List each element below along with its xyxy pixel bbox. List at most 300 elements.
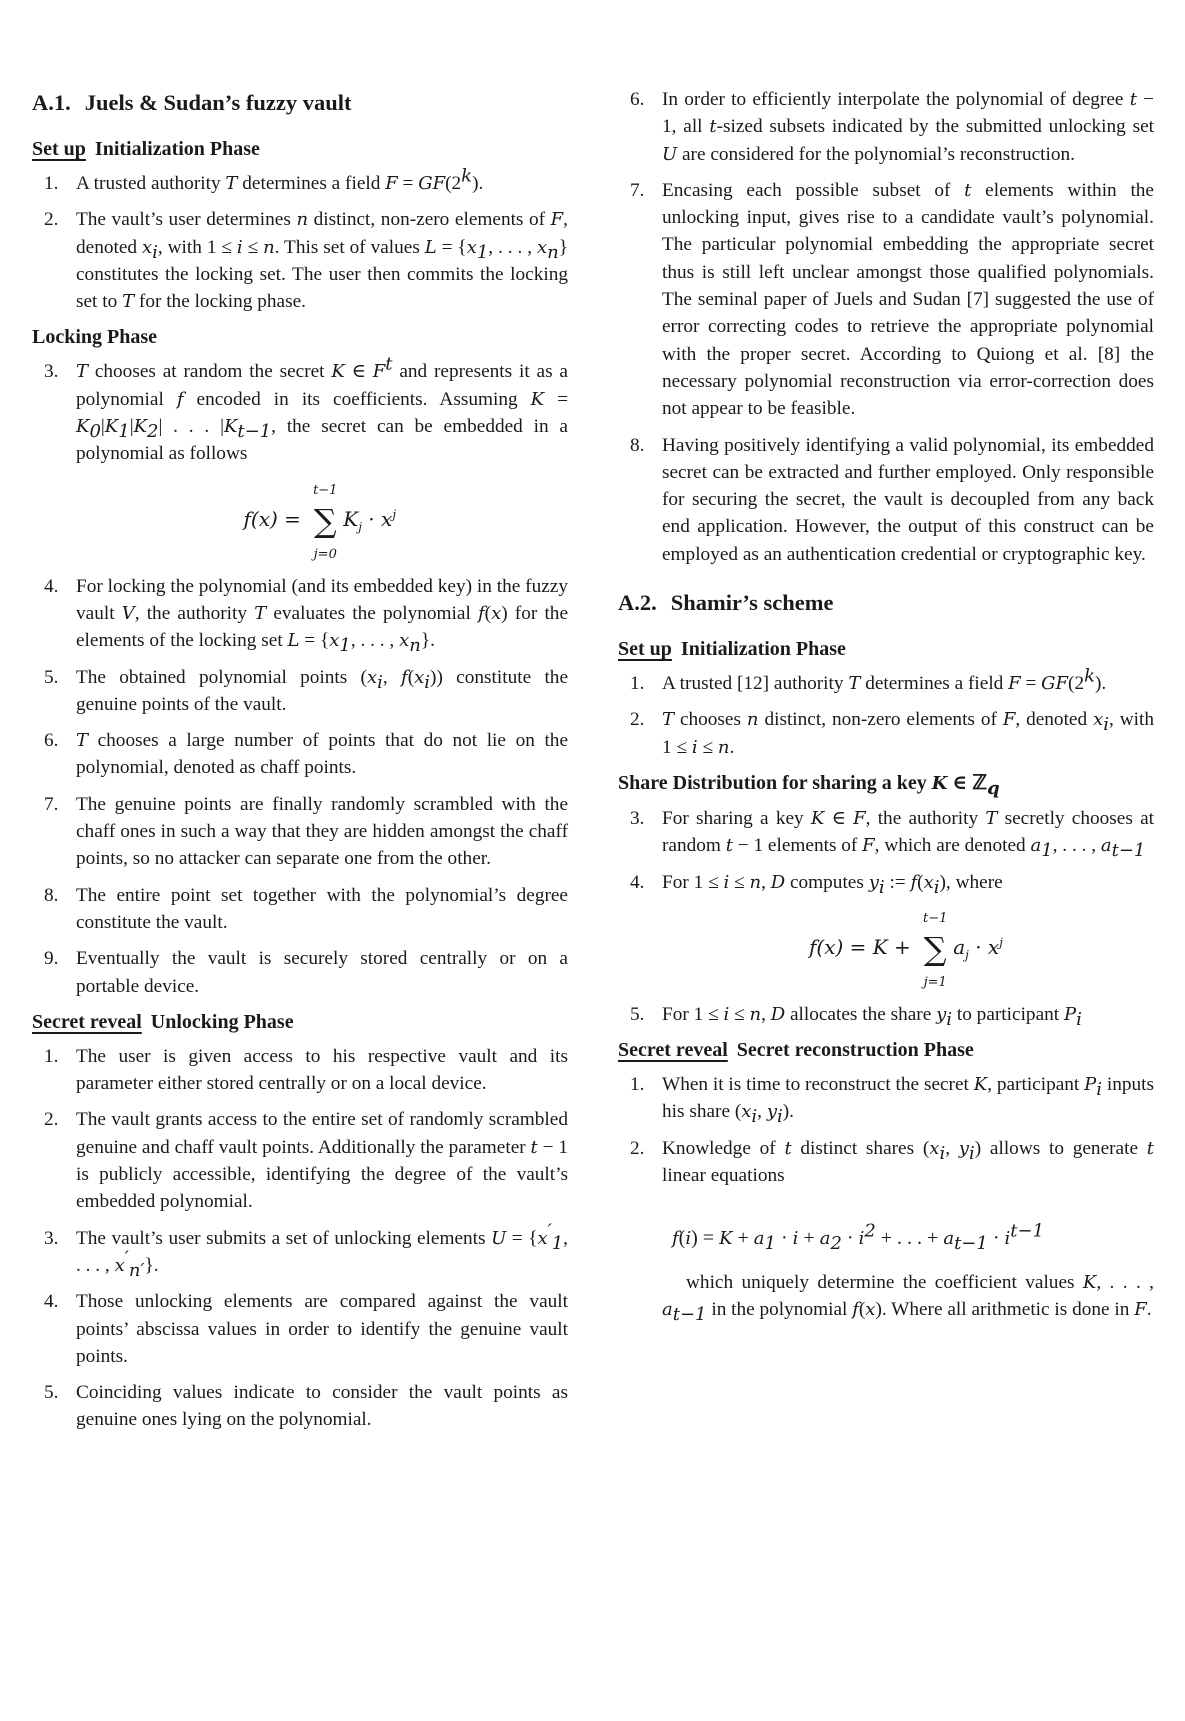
- phase-heading-locking: [32, 324, 568, 350]
- text-run: The entire point set together with the polynomial’s degree constitute the vault.: [76, 884, 568, 933]
- phase-tag: Secret reveal: [618, 1039, 728, 1062]
- math-symbol: x: [329, 630, 340, 652]
- math-symbol: x: [537, 236, 548, 258]
- item-number: 5.: [44, 666, 59, 688]
- item-number: 3.: [630, 807, 645, 829]
- math-subscript: n: [547, 241, 559, 263]
- text-run: ·: [987, 1227, 1005, 1250]
- item-number: 1.: [630, 1074, 645, 1096]
- math-subscript: n′: [128, 1259, 145, 1281]
- math-symbol: a: [943, 1228, 955, 1250]
- math-symbol: i: [685, 1228, 692, 1250]
- text-run: Share Distribution for sharing a key: [618, 771, 932, 794]
- text-run: are considered for the polynomial’s reconstruction.: [677, 143, 1075, 165]
- text-run: ) for the elements of the locking set: [76, 602, 568, 652]
- text-run: , the secret can be embedded in a polynomial as follows: [76, 416, 568, 465]
- math-symbol: i: [858, 1228, 865, 1250]
- math-symbol: t: [725, 835, 733, 857]
- left-column: [32, 88, 568, 1443]
- list-item: [32, 945, 568, 1000]
- item-number: 4.: [630, 871, 645, 893]
- text-run: For 1 ≤: [662, 871, 724, 893]
- text-run: evaluates the polynomial: [266, 602, 478, 624]
- math-symbol: f: [176, 388, 184, 410]
- math-symbol: K: [973, 1074, 988, 1096]
- math-subscript: i: [946, 1008, 953, 1030]
- text-run: ,: [761, 871, 771, 893]
- section-title: Shamir’s scheme: [670, 590, 834, 616]
- text-run: |: [100, 416, 105, 438]
- math-symbol: K: [331, 361, 345, 383]
- text-run: The obtained polynomial points (: [76, 666, 367, 688]
- math-symbol: x: [414, 666, 425, 688]
- math-subscript: i: [1076, 1008, 1082, 1030]
- item-number: 1.: [44, 1045, 59, 1067]
- math-subscript: i: [1096, 1078, 1103, 1100]
- item-number: 7.: [630, 179, 645, 201]
- math-subscript: 1: [339, 635, 351, 657]
- math-symbol: a: [753, 1228, 765, 1250]
- text-run: :=: [884, 871, 911, 893]
- text-run: elements within the unlocking input, gives rise to a candidate vault’s polynomial. The particular polynomial embedding the appropriate secret thus is still left unclear amongst those qualified polynomials. The seminal paper of Juels and Sudan [7] suggested the use of error correcting codes to retrieve the appropriate polynomial with the proper secret. According to Quiong et al. [8] the necessary polynomial reconstruction via error-correction does not appear to be feasible.: [662, 179, 1154, 420]
- item-number: 6.: [44, 730, 59, 752]
- math-superscript: t: [385, 354, 393, 376]
- math-symbol: F: [550, 209, 564, 231]
- text-run: allocates the share: [785, 1003, 937, 1025]
- text-run: When it is time to reconstruct the secret: [662, 1074, 974, 1096]
- phase-heading-initialization: [618, 636, 1154, 662]
- text-run: ≤: [697, 736, 718, 758]
- math-subscript: 1: [118, 420, 130, 442]
- text-run: chooses at random the secret: [88, 361, 332, 383]
- share-steps-a: [618, 805, 1154, 896]
- text-run: }.: [144, 1254, 159, 1276]
- text-run: encoded in its coefficients. Assuming: [183, 388, 531, 410]
- math-symbol: F: [1002, 709, 1016, 731]
- list-item: [618, 805, 1154, 860]
- text-run: ∈: [344, 361, 373, 383]
- math-symbol: f: [401, 666, 408, 688]
- math-symbol: U: [491, 1227, 507, 1249]
- list-item: [618, 1071, 1154, 1126]
- equation-body: [809, 910, 1003, 990]
- text-run: distinct, non-zero elements of: [758, 709, 1003, 731]
- text-run: ∈: [824, 807, 854, 829]
- text-run: , the authority: [134, 602, 255, 624]
- math-subscript: i: [939, 1142, 946, 1164]
- list-item: [32, 1220, 568, 1281]
- math-superscript: k: [1084, 665, 1096, 687]
- text-run: =: [397, 173, 419, 194]
- math-subscript: 1: [476, 241, 489, 263]
- text-run: ∈ ℤ: [947, 771, 988, 794]
- text-run: For 1 ≤: [662, 1003, 724, 1025]
- math-subscript: i: [424, 671, 431, 693]
- math-symbol: i: [792, 1228, 799, 1250]
- text-run: secretly chooses at random: [662, 807, 1155, 857]
- item-number: 8.: [630, 434, 645, 456]
- list-item: [618, 432, 1154, 568]
- math-superscript: k: [461, 165, 473, 187]
- text-run: The vault grants access to the entire set of randomly scrambled genuine and chaff vault points. Additionally the parameter: [76, 1109, 568, 1158]
- locking-steps-a: [32, 354, 569, 467]
- text-run: For sharing a key: [662, 807, 811, 829]
- math-symbol: t: [1129, 89, 1137, 110]
- text-run: , . . . ,: [76, 1227, 568, 1276]
- item-number: 2.: [630, 1137, 645, 1159]
- text-run: for the locking phase.: [134, 291, 306, 313]
- math-subscript: i: [1103, 714, 1109, 736]
- math-subscript: i: [776, 1106, 783, 1128]
- math-subscript: i: [751, 1106, 758, 1128]
- text-run: ≤: [729, 871, 750, 893]
- text-run: to participant: [952, 1003, 1064, 1025]
- phase-heading-share-distribution: [618, 770, 1154, 797]
- math-symbol: T: [662, 709, 675, 731]
- text-run: , . . . ,: [1096, 1271, 1154, 1293]
- sum-upper-limit: t−1: [922, 910, 948, 926]
- list-item: [618, 706, 1154, 761]
- share-steps-b: [618, 1001, 1154, 1028]
- math-symbol: GF: [418, 173, 446, 194]
- sum-upper-limit: t−1: [313, 482, 338, 498]
- text-run: }.: [420, 630, 435, 652]
- math-subscript: i: [152, 241, 158, 263]
- item-number: 7.: [44, 793, 59, 815]
- text-run: (: [858, 1298, 866, 1320]
- text-run: ). Where all arithmetic is done in: [875, 1298, 1135, 1320]
- list-item: [618, 869, 1154, 896]
- text-run: distinct shares (: [791, 1137, 930, 1159]
- shamir-initialization-steps: [618, 665, 1155, 761]
- math-superscript: 2: [864, 1220, 876, 1242]
- item-number: 8.: [44, 884, 59, 906]
- math-symbol: x: [366, 666, 378, 688]
- math-symbol: K: [1082, 1271, 1097, 1293]
- math-subscript: t−1: [954, 1233, 988, 1255]
- math-symbol: K: [810, 807, 825, 829]
- closing-paragraph: [618, 1269, 1154, 1324]
- math-symbol: n: [749, 871, 762, 893]
- math-subscript: i: [933, 876, 940, 898]
- equation-lhs: f(x) =: [243, 506, 308, 531]
- phase-tag: Set up: [618, 638, 672, 661]
- equation-body: [243, 482, 397, 562]
- math-symbol: i: [723, 871, 730, 893]
- list-item: [32, 1379, 568, 1434]
- text-run: )) constitute the genuine points of the vault.: [76, 666, 568, 715]
- text-run: |: [129, 416, 134, 438]
- phase-heading-unlocking: [32, 1009, 568, 1035]
- text-run: (: [678, 1227, 686, 1250]
- sigma-symbol: ∑: [923, 929, 947, 968]
- text-run: ,: [382, 666, 402, 688]
- locking-steps-b: [32, 573, 568, 1000]
- text-run: chooses a large number of points that do not lie on the polynomial, denoted as chaff points.: [76, 730, 568, 779]
- text-run: = {: [299, 630, 330, 652]
- text-run: ,: [757, 1101, 767, 1123]
- math-symbol: n: [717, 736, 730, 758]
- text-run: − 1 is publicly accessible, identifying the degree of the vault’s embedded polynomial.: [76, 1136, 568, 1213]
- math-symbol: n: [263, 236, 275, 258]
- math-symbol: i: [691, 736, 698, 758]
- section-title: Juels & Sudan’s fuzzy vault: [84, 90, 352, 115]
- math-subscript: 1: [551, 1232, 564, 1254]
- list-item: [32, 791, 568, 873]
- list-item: [32, 573, 568, 655]
- phase-tag: Set up: [32, 138, 86, 160]
- text-run: , with 1 ≤: [662, 709, 1155, 758]
- math-symbol: T: [122, 291, 135, 313]
- math-symbol: x: [1093, 709, 1104, 731]
- right-column: [618, 86, 1154, 1323]
- math-subscript: t−1: [672, 1303, 707, 1325]
- math-symbol: n: [746, 709, 759, 731]
- text-run: .: [1146, 1298, 1152, 1320]
- text-run: Knowledge of: [662, 1137, 785, 1159]
- math-symbol: f: [852, 1298, 859, 1320]
- list-item: [618, 177, 1154, 423]
- item-number: 5.: [44, 1382, 59, 1404]
- text-run: chooses: [674, 709, 747, 731]
- equation-lhs: f(x) = K +: [809, 934, 918, 959]
- text-run: The vault’s user submits a set of unlocking elements: [76, 1227, 492, 1249]
- math-symbol: a: [662, 1298, 673, 1320]
- math-symbol: K: [530, 388, 545, 410]
- math-symbol: GF: [1041, 673, 1069, 695]
- math-superscript: t−1: [1010, 1220, 1045, 1242]
- math-subscript: 2: [830, 1233, 842, 1255]
- text-run: ), where: [939, 871, 1003, 893]
- math-symbol: x: [399, 630, 410, 652]
- math-subscript: 1: [764, 1233, 776, 1255]
- text-run: A trusted [12] authority: [662, 673, 849, 695]
- text-run: (: [407, 666, 415, 688]
- math-symbol: f: [477, 602, 485, 624]
- math-superscript: ′: [124, 1247, 129, 1269]
- phase-tag: Secret reveal: [32, 1010, 142, 1033]
- item-number: 2.: [630, 709, 645, 731]
- text-run: determines a field: [237, 173, 386, 194]
- sum-lower-limit: j=1: [923, 974, 947, 990]
- list-item: [32, 1288, 568, 1370]
- math-symbol: y: [868, 871, 879, 893]
- math-symbol: L: [424, 236, 437, 258]
- text-run: distinct, non-zero elements of: [308, 209, 551, 231]
- math-symbol: K: [76, 416, 90, 438]
- list-item: [32, 664, 568, 719]
- text-run: Encasing each possible subset of: [662, 179, 965, 201]
- math-subscript: i: [968, 1142, 975, 1164]
- text-run: (2: [1068, 673, 1085, 695]
- math-subscript: i: [878, 876, 885, 898]
- text-run: } constitutes the locking set. The user then commits the locking set to: [76, 236, 569, 313]
- item-number: 2.: [44, 209, 59, 231]
- math-symbol: T: [76, 730, 89, 752]
- sum-lower-limit: j=0: [313, 546, 337, 562]
- text-run: The user is given access to his respective vault and its parameter either stored centrally or on a local device.: [76, 1045, 568, 1095]
- math-symbol: F: [1008, 673, 1021, 695]
- math-symbol: f: [672, 1228, 679, 1250]
- math-symbol: T: [254, 602, 267, 624]
- item-number: 6.: [630, 89, 645, 110]
- math-symbol: a: [1100, 835, 1112, 857]
- equation-linear: [618, 1220, 1154, 1255]
- text-run: ).: [472, 173, 484, 194]
- math-symbol: a: [1030, 835, 1042, 857]
- item-number: 1.: [630, 673, 645, 695]
- equation-term: $a_j \cdot x^j$: [953, 934, 1003, 962]
- math-symbol: x: [466, 236, 477, 258]
- math-symbol: i: [1004, 1228, 1011, 1250]
- text-run: , denoted: [1015, 709, 1094, 731]
- text-run: (2: [445, 173, 462, 194]
- text-run: which uniquely determine the coefficient values: [686, 1271, 1083, 1293]
- math-symbol: T: [848, 673, 861, 695]
- text-run: . This set of values: [274, 236, 425, 258]
- math-symbol: x: [865, 1298, 876, 1320]
- list-item: [32, 165, 568, 197]
- math-symbol: y: [766, 1101, 777, 1123]
- equation-term: $K_j \cdot x^j$: [343, 506, 397, 534]
- text-run: , . . . ,: [1052, 835, 1101, 857]
- math-subscript: q: [987, 777, 1000, 799]
- item-number: 4.: [44, 1291, 59, 1313]
- phase-heading-reconstruction: [618, 1037, 1154, 1063]
- math-symbol: F: [372, 361, 386, 383]
- text-run: In order to efficiently interpolate the polynomial of degree: [662, 89, 1130, 110]
- text-run: A trusted authority: [76, 173, 226, 194]
- text-run: , the authority: [865, 807, 986, 829]
- math-symbol: L: [287, 630, 300, 652]
- math-symbol: t: [709, 116, 717, 138]
- text-run: ,: [761, 1003, 771, 1025]
- text-run: =: [1020, 673, 1042, 695]
- text-run: − 1 elements of: [732, 835, 863, 857]
- text-run: = {: [436, 236, 467, 258]
- phase-title: Locking Phase: [32, 326, 158, 349]
- text-run: Coinciding values indicate to consider the vault points as genuine ones lying on the polynomial.: [76, 1382, 568, 1431]
- text-run: Having positively identifying a valid polynomial, its embedded secret can be extracted and further employed. Only responsible for securing the secret, the vault is decoupled from any back end application. However, the output of this construct can be employed as an authentication credential or cryptographic key.: [662, 434, 1154, 565]
- math-symbol: K: [931, 772, 948, 794]
- math-subscript: 2: [147, 420, 159, 442]
- math-symbol: P: [1084, 1074, 1097, 1096]
- unlocking-steps-continued: [618, 86, 1154, 568]
- phase-title: Initialization Phase: [94, 138, 260, 160]
- list-item: [618, 1001, 1154, 1028]
- text-run: -sized subsets indicated by the submitted unlocking set: [716, 116, 1155, 138]
- math-symbol: T: [76, 361, 89, 383]
- math-symbol: x: [923, 871, 934, 893]
- text-run: , denoted: [76, 209, 568, 258]
- item-number: 5.: [630, 1003, 645, 1025]
- math-symbol: x: [491, 602, 502, 624]
- equation-shamir-polynomial: [618, 905, 1154, 989]
- math-symbol: a: [819, 1228, 831, 1250]
- list-item: [32, 727, 568, 782]
- list-item: [32, 882, 568, 937]
- math-symbol: D: [770, 871, 786, 893]
- summation-icon: [307, 482, 343, 562]
- text-run: and represents it as a polynomial: [76, 361, 568, 410]
- list-item: [32, 206, 568, 315]
- text-run: The vault’s user determines: [76, 209, 297, 231]
- text-run: inputs his share (: [662, 1074, 1154, 1123]
- list-item: [32, 1043, 568, 1098]
- math-symbol: K: [133, 416, 148, 438]
- math-symbol: K: [223, 416, 238, 438]
- item-number: 1.: [44, 173, 59, 194]
- item-number: 4.: [44, 575, 59, 597]
- math-symbol: i: [723, 1003, 730, 1025]
- text-run: Eventually the vault is securely stored centrally or on a portable device.: [76, 948, 568, 997]
- math-subscript: i: [377, 671, 383, 693]
- reconstruction-steps: [618, 1071, 1154, 1189]
- text-run: ) allows to generate: [974, 1137, 1147, 1159]
- math-superscript: ′: [547, 1220, 552, 1242]
- text-run: linear equations: [662, 1165, 785, 1187]
- text-run: ).: [1095, 673, 1107, 695]
- text-run: + . . . +: [875, 1227, 944, 1250]
- phase-title: Secret reconstruction Phase: [736, 1039, 974, 1062]
- text-run: , . . . ,: [350, 630, 400, 652]
- section-heading-shamir: [618, 588, 1154, 618]
- math-symbol: y: [936, 1003, 947, 1025]
- math-symbol: x: [929, 1137, 940, 1159]
- math-symbol: x: [114, 1254, 125, 1276]
- math-symbol: t: [1146, 1137, 1154, 1159]
- section-heading-fuzzy-vault: [32, 88, 568, 118]
- math-symbol: x: [741, 1101, 752, 1123]
- text-run: ) =: [691, 1227, 720, 1250]
- phase-heading-initialization: [32, 136, 568, 162]
- math-symbol: F: [862, 835, 875, 857]
- item-number: 3.: [44, 1227, 59, 1249]
- text-run: +: [732, 1227, 754, 1250]
- text-run: | . . . |: [158, 416, 224, 438]
- text-run: Those unlocking elements are compared against the vault points’ abscissa values in order to identify the genuine vault points.: [76, 1291, 568, 1367]
- math-symbol: n: [749, 1003, 762, 1025]
- math-symbol: t: [530, 1136, 538, 1158]
- text-run: ·: [841, 1227, 859, 1250]
- math-symbol: t: [964, 179, 972, 201]
- math-symbol: P: [1063, 1003, 1077, 1025]
- math-symbol: K: [719, 1228, 733, 1250]
- text-run: The genuine points are finally randomly scrambled with the chaff ones in such a way that they are hidden amongst the chaff points, so no attacker can separate one from the other.: [76, 793, 568, 870]
- text-run: ≤: [242, 236, 264, 258]
- text-run: (: [484, 602, 492, 624]
- math-subscript: 0: [89, 420, 101, 442]
- math-symbol: F: [385, 173, 398, 194]
- math-symbol: K: [104, 416, 119, 438]
- text-run: =: [544, 388, 569, 410]
- text-run: For locking the polynomial (and its embedded key) in the fuzzy vault: [76, 575, 568, 624]
- math-subscript: t−1: [1111, 840, 1146, 862]
- text-run: (: [917, 871, 924, 893]
- math-subscript: n: [409, 635, 421, 657]
- text-run: +: [798, 1227, 820, 1250]
- math-subscript: t−1: [237, 420, 272, 442]
- math-symbol: U: [662, 143, 678, 165]
- text-run: determines a field: [860, 673, 1009, 695]
- equation-polynomial: [32, 477, 568, 561]
- list-item: [32, 354, 569, 467]
- math-symbol: i: [236, 236, 243, 258]
- unlocking-steps: [32, 1043, 568, 1434]
- math-symbol: F: [1134, 1298, 1147, 1320]
- text-run: , . . . ,: [488, 236, 537, 258]
- section-number: A.1.: [32, 90, 71, 115]
